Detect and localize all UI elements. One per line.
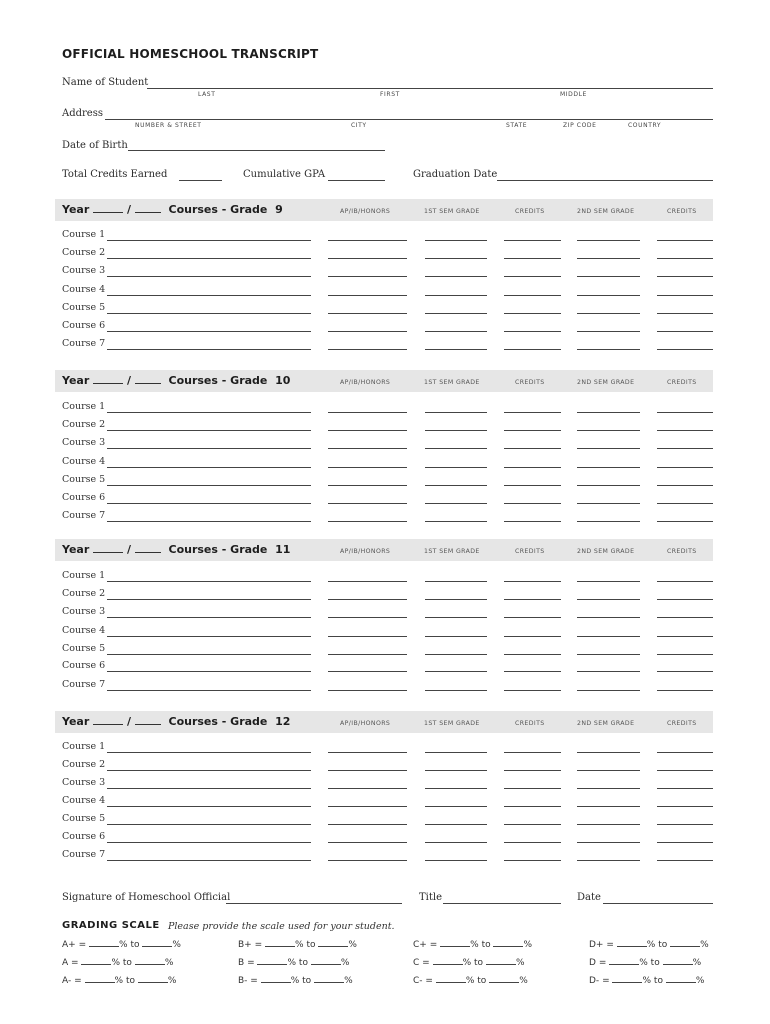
sem1-grade-field[interactable] <box>425 671 487 672</box>
sem1-credits-field[interactable] <box>504 412 561 413</box>
sem2-grade-field[interactable] <box>577 806 640 807</box>
col-ap-ib-honors: AP/IB/HONORS <box>340 208 391 215</box>
sem2-credits-field[interactable] <box>657 654 713 655</box>
ap-ib-honors-field[interactable] <box>328 860 407 861</box>
course-name-field[interactable] <box>107 467 311 468</box>
ap-ib-honors-field[interactable] <box>328 617 407 618</box>
sem1-credits-field[interactable] <box>504 671 561 672</box>
sem2-credits-field[interactable] <box>657 824 713 825</box>
sem2-credits-field[interactable] <box>657 842 713 843</box>
sem2-credits-field[interactable] <box>657 485 713 486</box>
sem2-grade-field[interactable] <box>577 467 640 468</box>
sem2-credits-field[interactable] <box>657 503 713 504</box>
grading-scale-title: GRADING SCALE <box>62 920 160 931</box>
sem2-credits-field[interactable] <box>657 806 713 807</box>
sem1-grade-field[interactable] <box>425 842 487 843</box>
ap-ib-honors-field[interactable] <box>328 467 407 468</box>
course-label: Course 6 <box>62 831 106 842</box>
sem1-credits-field[interactable] <box>504 842 561 843</box>
sem2-credits-field[interactable] <box>657 467 713 468</box>
course-name-field[interactable] <box>107 636 311 637</box>
sem1-credits-field[interactable] <box>504 430 561 431</box>
sem1-grade-field[interactable] <box>425 752 487 753</box>
sem2-credits-field[interactable] <box>657 599 713 600</box>
gpa-label: Cumulative GPA <box>243 169 326 180</box>
sem2-grade-field[interactable] <box>577 842 640 843</box>
sem2-grade-field[interactable] <box>577 654 640 655</box>
ap-ib-honors-field[interactable] <box>328 276 407 277</box>
signature-date-field[interactable] <box>603 903 713 904</box>
course-label: Course 3 <box>62 777 106 788</box>
col-credits-2: CREDITS <box>667 720 697 727</box>
col-1st-sem-grade: 1ST SEM GRADE <box>424 720 480 727</box>
course-label: Course 4 <box>62 795 106 806</box>
official-title-label: Title <box>419 892 443 903</box>
course-label: Course 5 <box>62 813 106 824</box>
sem2-credits-field[interactable] <box>657 770 713 771</box>
sem1-credits-field[interactable] <box>504 617 561 618</box>
address-sub-city: CITY <box>351 122 367 129</box>
course-label: Course 4 <box>62 456 106 467</box>
sem1-credits-field[interactable] <box>504 770 561 771</box>
sem2-grade-field[interactable] <box>577 752 640 753</box>
page-title: OFFICIAL HOMESCHOOL TRANSCRIPT <box>62 47 319 61</box>
ap-ib-honors-field[interactable] <box>328 636 407 637</box>
course-label: Course 1 <box>62 401 106 412</box>
sem2-grade-field[interactable] <box>577 671 640 672</box>
address-sub-street: NUMBER & STREET <box>135 122 202 129</box>
signature-field[interactable] <box>226 903 402 904</box>
sem2-grade-field[interactable] <box>577 485 640 486</box>
sem2-grade-field[interactable] <box>577 258 640 259</box>
sem2-grade-field[interactable] <box>577 860 640 861</box>
course-label: Course 1 <box>62 229 106 240</box>
ap-ib-honors-field[interactable] <box>328 258 407 259</box>
grade-scale-row[interactable]: A = % to % <box>62 958 174 968</box>
sem2-grade-field[interactable] <box>577 690 640 691</box>
address-sub-country: COUNTRY <box>628 122 662 129</box>
sem2-grade-field[interactable] <box>577 617 640 618</box>
course-label: Course 5 <box>62 643 106 654</box>
sem1-grade-field[interactable] <box>425 824 487 825</box>
sem1-grade-field[interactable] <box>425 276 487 277</box>
credits-label: Total Credits Earned <box>62 169 168 180</box>
sem1-grade-field[interactable] <box>425 448 487 449</box>
sem2-grade-field[interactable] <box>577 636 640 637</box>
course-label: Course 6 <box>62 492 106 503</box>
grade-scale-row[interactable]: D- = % to % <box>589 976 705 986</box>
ap-ib-honors-field[interactable] <box>328 599 407 600</box>
sem2-grade-field[interactable] <box>577 521 640 522</box>
sem2-credits-field[interactable] <box>657 671 713 672</box>
signature-label: Signature of Homeschool Official <box>62 892 231 903</box>
name-sub-last: LAST <box>198 91 216 98</box>
sem1-grade-field[interactable] <box>425 467 487 468</box>
sem1-grade-field[interactable] <box>425 636 487 637</box>
section-year-grade-9: Year / Courses - Grade 9 <box>62 203 283 216</box>
course-name-field[interactable] <box>107 824 311 825</box>
sem1-credits-field[interactable] <box>504 581 561 582</box>
ap-ib-honors-field[interactable] <box>328 412 407 413</box>
sem2-grade-field[interactable] <box>577 824 640 825</box>
sem1-grade-field[interactable] <box>425 617 487 618</box>
grade-scale-row[interactable]: C+ = % to % <box>413 940 533 950</box>
course-label: Course 7 <box>62 849 106 860</box>
sem1-credits-field[interactable] <box>504 636 561 637</box>
sem2-grade-field[interactable] <box>577 503 640 504</box>
sem2-grade-field[interactable] <box>577 276 640 277</box>
sem2-credits-field[interactable] <box>657 412 713 413</box>
col-credits-1: CREDITS <box>515 208 545 215</box>
grade-scale-row[interactable]: A- = % to % <box>62 976 177 986</box>
course-name-field[interactable] <box>107 671 311 672</box>
sem2-credits-field[interactable] <box>657 295 713 296</box>
sem1-credits-field[interactable] <box>504 467 561 468</box>
course-name-field[interactable] <box>107 240 311 241</box>
sem2-credits-field[interactable] <box>657 430 713 431</box>
sem1-grade-field[interactable] <box>425 521 487 522</box>
col-credits-1: CREDITS <box>515 720 545 727</box>
dob-field[interactable] <box>128 150 385 151</box>
course-label: Course 2 <box>62 419 106 430</box>
ap-ib-honors-field[interactable] <box>328 654 407 655</box>
course-name-field[interactable] <box>107 752 311 753</box>
sem1-credits-field[interactable] <box>504 295 561 296</box>
grade-scale-row[interactable]: D = % to % <box>589 958 702 968</box>
col-1st-sem-grade: 1ST SEM GRADE <box>424 208 480 215</box>
col-2nd-sem-grade: 2ND SEM GRADE <box>577 720 635 727</box>
sem1-grade-field[interactable] <box>425 412 487 413</box>
course-label: Course 7 <box>62 679 106 690</box>
section-year-grade-11: Year / Courses - Grade 11 <box>62 543 291 556</box>
grade-scale-row[interactable]: C = % to % <box>413 958 525 968</box>
col-credits-1: CREDITS <box>515 548 545 555</box>
course-name-field[interactable] <box>107 503 311 504</box>
ap-ib-honors-field[interactable] <box>328 581 407 582</box>
sem2-grade-field[interactable] <box>577 599 640 600</box>
sem1-credits-field[interactable] <box>504 448 561 449</box>
sem1-credits-field[interactable] <box>504 690 561 691</box>
sem2-credits-field[interactable] <box>657 331 713 332</box>
name-sub-middle: MIDDLE <box>560 91 587 98</box>
sem1-grade-field[interactable] <box>425 599 487 600</box>
ap-ib-honors-field[interactable] <box>328 690 407 691</box>
ap-ib-honors-field[interactable] <box>328 331 407 332</box>
sem2-credits-field[interactable] <box>657 788 713 789</box>
course-name-field[interactable] <box>107 349 311 350</box>
course-label: Course 2 <box>62 247 106 258</box>
sem2-credits-field[interactable] <box>657 276 713 277</box>
sem1-credits-field[interactable] <box>504 240 561 241</box>
sem2-credits-field[interactable] <box>657 448 713 449</box>
sem2-grade-field[interactable] <box>577 412 640 413</box>
course-name-field[interactable] <box>107 412 311 413</box>
sem2-credits-field[interactable] <box>657 240 713 241</box>
course-name-field[interactable] <box>107 430 311 431</box>
course-label: Course 1 <box>62 741 106 752</box>
sem2-grade-field[interactable] <box>577 349 640 350</box>
course-name-field[interactable] <box>107 806 311 807</box>
ap-ib-honors-field[interactable] <box>328 788 407 789</box>
course-label: Course 3 <box>62 265 106 276</box>
address-field[interactable] <box>105 119 713 120</box>
course-label: Course 3 <box>62 606 106 617</box>
course-name-field[interactable] <box>107 617 311 618</box>
ap-ib-honors-field[interactable] <box>328 806 407 807</box>
name-sub-first: FIRST <box>380 91 400 98</box>
course-label: Course 2 <box>62 759 106 770</box>
sem2-credits-field[interactable] <box>657 752 713 753</box>
sem2-credits-field[interactable] <box>657 521 713 522</box>
sem1-credits-field[interactable] <box>504 331 561 332</box>
course-name-field[interactable] <box>107 788 311 789</box>
course-name-field[interactable] <box>107 599 311 600</box>
grade-scale-row[interactable]: C- = % to % <box>413 976 528 986</box>
address-label: Address <box>62 108 103 119</box>
course-name-field[interactable] <box>107 295 311 296</box>
course-name-field[interactable] <box>107 690 311 691</box>
col-credits-2: CREDITS <box>667 208 697 215</box>
name-field[interactable] <box>147 88 713 89</box>
course-label: Course 4 <box>62 284 106 295</box>
ap-ib-honors-field[interactable] <box>328 824 407 825</box>
course-name-field[interactable] <box>107 485 311 486</box>
credits-field[interactable] <box>179 180 222 181</box>
sem1-credits-field[interactable] <box>504 860 561 861</box>
col-ap-ib-honors: AP/IB/HONORS <box>340 548 391 555</box>
course-label: Course 7 <box>62 510 106 521</box>
grade-scale-row[interactable]: D+ = % to % <box>589 940 709 950</box>
course-name-field[interactable] <box>107 258 311 259</box>
grading-scale-note: Please provide the scale used for your student. <box>168 921 395 932</box>
ap-ib-honors-field[interactable] <box>328 313 407 314</box>
sem1-credits-field[interactable] <box>504 752 561 753</box>
sem1-grade-field[interactable] <box>425 690 487 691</box>
course-label: Course 5 <box>62 302 106 313</box>
graduation-field[interactable] <box>497 180 713 181</box>
grade-scale-row[interactable]: B = % to % <box>238 958 350 968</box>
sem2-grade-field[interactable] <box>577 770 640 771</box>
sem2-credits-field[interactable] <box>657 860 713 861</box>
address-sub-state: STATE <box>506 122 528 129</box>
course-name-field[interactable] <box>107 654 311 655</box>
sem2-credits-field[interactable] <box>657 581 713 582</box>
course-name-field[interactable] <box>107 770 311 771</box>
sem2-credits-field[interactable] <box>657 636 713 637</box>
grade-scale-row[interactable]: B- = % to % <box>238 976 353 986</box>
sem2-grade-field[interactable] <box>577 295 640 296</box>
sem2-grade-field[interactable] <box>577 788 640 789</box>
sem1-credits-field[interactable] <box>504 276 561 277</box>
sem1-grade-field[interactable] <box>425 331 487 332</box>
ap-ib-honors-field[interactable] <box>328 240 407 241</box>
dob-label: Date of Birth <box>62 140 128 151</box>
ap-ib-honors-field[interactable] <box>328 295 407 296</box>
sem1-grade-field[interactable] <box>425 295 487 296</box>
sem1-grade-field[interactable] <box>425 258 487 259</box>
course-label: Course 6 <box>62 320 106 331</box>
sem1-grade-field[interactable] <box>425 581 487 582</box>
sem2-credits-field[interactable] <box>657 617 713 618</box>
col-1st-sem-grade: 1ST SEM GRADE <box>424 379 480 386</box>
sem1-credits-field[interactable] <box>504 349 561 350</box>
sem2-grade-field[interactable] <box>577 240 640 241</box>
course-name-field[interactable] <box>107 860 311 861</box>
course-name-field[interactable] <box>107 581 311 582</box>
sem1-grade-field[interactable] <box>425 313 487 314</box>
sem1-grade-field[interactable] <box>425 430 487 431</box>
sem2-credits-field[interactable] <box>657 690 713 691</box>
sem2-grade-field[interactable] <box>577 581 640 582</box>
ap-ib-honors-field[interactable] <box>328 842 407 843</box>
sem2-grade-field[interactable] <box>577 448 640 449</box>
sem1-grade-field[interactable] <box>425 240 487 241</box>
col-ap-ib-honors: AP/IB/HONORS <box>340 379 391 386</box>
ap-ib-honors-field[interactable] <box>328 521 407 522</box>
sem1-grade-field[interactable] <box>425 503 487 504</box>
course-name-field[interactable] <box>107 331 311 332</box>
sem2-grade-field[interactable] <box>577 430 640 431</box>
section-year-grade-10: Year / Courses - Grade 10 <box>62 374 291 387</box>
course-name-field[interactable] <box>107 448 311 449</box>
graduation-label: Graduation Date <box>413 169 498 180</box>
sem1-credits-field[interactable] <box>504 258 561 259</box>
course-label: Course 3 <box>62 437 106 448</box>
col-ap-ib-honors: AP/IB/HONORS <box>340 720 391 727</box>
ap-ib-honors-field[interactable] <box>328 671 407 672</box>
ap-ib-honors-field[interactable] <box>328 752 407 753</box>
sem2-credits-field[interactable] <box>657 258 713 259</box>
sem1-credits-field[interactable] <box>504 654 561 655</box>
sem2-grade-field[interactable] <box>577 313 640 314</box>
ap-ib-honors-field[interactable] <box>328 503 407 504</box>
signature-date-label: Date <box>577 892 601 903</box>
course-label: Course 1 <box>62 570 106 581</box>
sem1-grade-field[interactable] <box>425 654 487 655</box>
ap-ib-honors-field[interactable] <box>328 430 407 431</box>
address-sub-zip: ZIP CODE <box>563 122 597 129</box>
course-label: Course 6 <box>62 660 106 671</box>
sem1-credits-field[interactable] <box>504 313 561 314</box>
sem1-credits-field[interactable] <box>504 788 561 789</box>
grade-scale-row[interactable]: B+ = % to % <box>238 940 357 950</box>
sem1-credits-field[interactable] <box>504 824 561 825</box>
course-label: Course 2 <box>62 588 106 599</box>
section-year-grade-12: Year / Courses - Grade 12 <box>62 715 291 728</box>
sem1-grade-field[interactable] <box>425 349 487 350</box>
col-2nd-sem-grade: 2ND SEM GRADE <box>577 379 635 386</box>
sem1-grade-field[interactable] <box>425 806 487 807</box>
grade-scale-row[interactable]: A+ = % to % <box>62 940 181 950</box>
gpa-field[interactable] <box>328 180 385 181</box>
ap-ib-honors-field[interactable] <box>328 485 407 486</box>
col-credits-2: CREDITS <box>667 379 697 386</box>
name-label: Name of Student <box>62 77 149 88</box>
official-title-field[interactable] <box>443 903 561 904</box>
course-label: Course 4 <box>62 625 106 636</box>
sem1-credits-field[interactable] <box>504 485 561 486</box>
sem1-grade-field[interactable] <box>425 860 487 861</box>
course-name-field[interactable] <box>107 842 311 843</box>
col-credits-1: CREDITS <box>515 379 545 386</box>
course-label: Course 7 <box>62 338 106 349</box>
col-2nd-sem-grade: 2ND SEM GRADE <box>577 548 635 555</box>
ap-ib-honors-field[interactable] <box>328 770 407 771</box>
sem1-credits-field[interactable] <box>504 806 561 807</box>
sem1-credits-field[interactable] <box>504 599 561 600</box>
col-1st-sem-grade: 1ST SEM GRADE <box>424 548 480 555</box>
sem1-credits-field[interactable] <box>504 503 561 504</box>
course-name-field[interactable] <box>107 313 311 314</box>
ap-ib-honors-field[interactable] <box>328 349 407 350</box>
col-credits-2: CREDITS <box>667 548 697 555</box>
course-name-field[interactable] <box>107 276 311 277</box>
sem2-credits-field[interactable] <box>657 349 713 350</box>
ap-ib-honors-field[interactable] <box>328 448 407 449</box>
sem2-grade-field[interactable] <box>577 331 640 332</box>
course-label: Course 5 <box>62 474 106 485</box>
course-name-field[interactable] <box>107 521 311 522</box>
sem1-credits-field[interactable] <box>504 521 561 522</box>
col-2nd-sem-grade: 2ND SEM GRADE <box>577 208 635 215</box>
sem2-credits-field[interactable] <box>657 313 713 314</box>
sem1-grade-field[interactable] <box>425 770 487 771</box>
sem1-grade-field[interactable] <box>425 788 487 789</box>
sem1-grade-field[interactable] <box>425 485 487 486</box>
